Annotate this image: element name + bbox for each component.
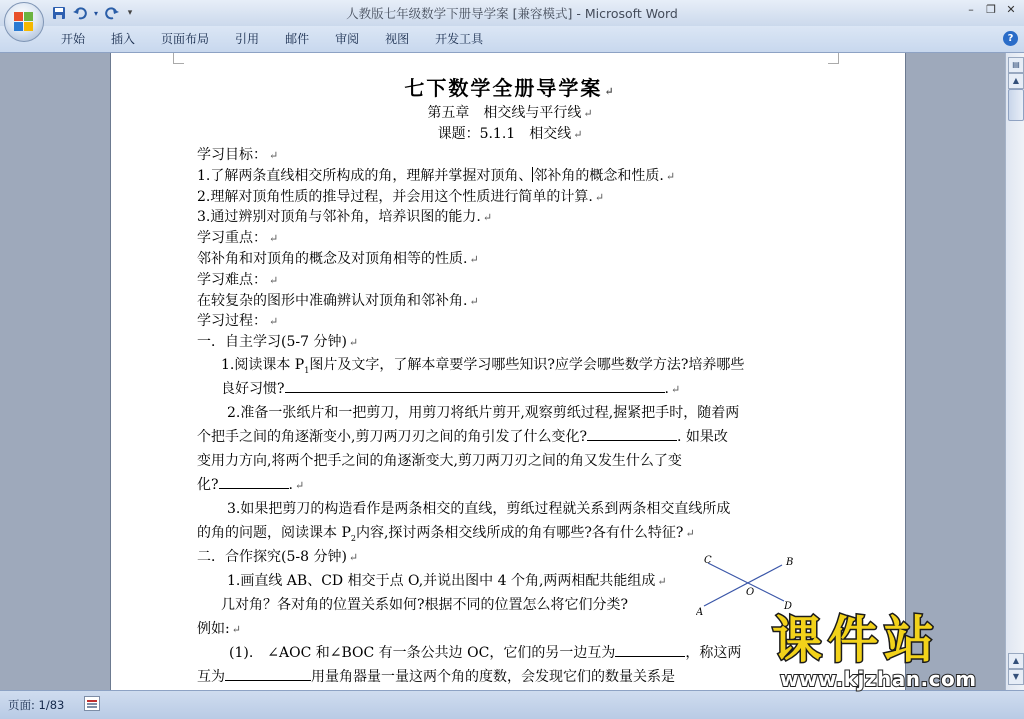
document-workspace (0, 53, 1005, 690)
label-o: O (746, 587, 755, 598)
office-logo-icon (14, 12, 34, 32)
paragraph: 学习目标： ↵ (197, 147, 279, 163)
scroll-down-icon[interactable]: ▼ (1008, 669, 1024, 685)
paragraph: 3.如果把剪刀的构造看作是两条相交的直线，剪纸过程就关系到两条相交直线所成 (227, 500, 731, 517)
tab-insert[interactable]: 插入 (111, 32, 136, 46)
chapter-heading: 第五章 相交线与平行线 ↵ (427, 105, 593, 121)
proofing-icon[interactable] (84, 696, 100, 711)
crop-mark (173, 53, 184, 64)
site-watermark (770, 612, 1004, 692)
paragraph: 3.通过辨别对顶角与邻补角，培养识图的能力. ↵ (197, 209, 493, 226)
watermark-logo-text: 课件站 (772, 611, 940, 669)
help-icon[interactable]: ? (1003, 31, 1018, 46)
label-b: B (786, 557, 794, 568)
paragraph: 变用力方向,将两个把手之间的角逐渐变大,剪刀两刀刃之间的角又发生什么了变 (197, 452, 682, 469)
paragraph: (1). ∠AOC 和∠BOC 有一条公共边 OC，它们的另一边互为 ，称这两 (197, 641, 823, 665)
intersecting-lines-diagram (696, 551, 806, 617)
paragraph: 几对角？各对角的位置关系如何?根据不同的位置怎么将它们分类? (221, 596, 629, 613)
minimize-icon[interactable]: – (968, 3, 974, 16)
paragraph: 例如: ↵ (197, 620, 241, 637)
paragraph: 2.准备一张纸片和一把剪刀，用剪刀将纸片剪开,观察剪纸过程,握紧把手时，随着两 (227, 404, 740, 421)
paragraph: 1.阅读课本 $P_1$图片及文字，了解本章要学习哪些知识?应学会哪些数学方法?培养哪些 (221, 356, 745, 375)
paragraph: 的角的问题，阅读课本 $P_2$内容,探讨两条相交线所成的角有哪些?各有什么特征? ↵ (197, 524, 695, 543)
tab-review[interactable]: 审阅 (335, 32, 360, 46)
section-heading: 二．合作探究(5-8 分钟) ↵ (197, 548, 359, 565)
dropdown-arrow-icon[interactable]: ▾ (93, 8, 98, 18)
tab-view[interactable]: 视图 (385, 32, 410, 46)
customize-toolbar-icon[interactable]: ▾ (127, 8, 133, 18)
tab-mailings[interactable]: 邮件 (285, 32, 310, 46)
tab-developer[interactable]: 开发工具 (435, 32, 484, 46)
tab-home[interactable]: 开始 (61, 32, 86, 46)
title-bar (0, 0, 1024, 26)
vertical-scrollbar[interactable] (1005, 53, 1024, 690)
status-bar (0, 690, 1024, 719)
lesson-heading: 课题：5.1.1 相交线 ↵ (437, 126, 583, 142)
paragraph: 在较复杂的图形中准确辨认对顶角和邻补角. ↵ (197, 292, 479, 309)
ribbon (0, 26, 1024, 53)
paragraph: 邻补角和对顶角的概念及对顶角相等的性质. ↵ (197, 250, 479, 267)
document-title: 七下数学全册导学案 ↵ (404, 76, 616, 100)
previous-page-icon[interactable]: ▲ (1008, 653, 1024, 669)
tab-references[interactable]: 引用 (235, 32, 260, 46)
paragraph: 个把手之间的角逐渐变小,剪刀两刀刃之间的角引发了什么变化? . 如果改 (197, 425, 823, 449)
paragraph: 良好习惯? . ↵ (197, 377, 823, 401)
label-a: A (696, 607, 704, 617)
watermark-url: www.kjzhan.com (780, 667, 977, 691)
ribbon-tabs (48, 26, 496, 52)
ruler-toggle-icon[interactable]: ▤ (1008, 57, 1024, 73)
scroll-thumb[interactable] (1008, 89, 1024, 121)
paragraph: 学习过程： ↵ (197, 313, 279, 330)
line-ab (704, 565, 782, 606)
document-page[interactable] (110, 53, 906, 690)
close-icon[interactable]: ✕ (1006, 3, 1016, 16)
tab-page-layout[interactable]: 页面布局 (161, 32, 210, 46)
section-heading: 一．自主学习(5-7 分钟) ↵ (197, 334, 359, 351)
office-button[interactable] (4, 2, 44, 42)
crop-mark (828, 53, 839, 64)
label-c: C (704, 555, 712, 566)
window-title: 人教版七年级数学下册导学案 [兼容模式] - Microsoft Word (346, 6, 678, 21)
paragraph: 学习难点： ↵ (197, 271, 279, 288)
window-controls (962, 2, 1020, 18)
paragraph: 化? . ↵ (197, 473, 823, 497)
page-count[interactable]: 页面: 1/83 (8, 698, 65, 712)
label-d: D (784, 601, 793, 612)
scroll-up-icon[interactable]: ▲ (1008, 73, 1024, 89)
paragraph: 学习重点： ↵ (197, 230, 279, 247)
paragraph: 1.了解两条直线相交所构成的角，理解并掌握对顶角、邻补角的概念和性质. ↵ (197, 167, 676, 184)
paragraph: 1.画直线 AB、CD 相交于点 O,并说出图中 4 个角,两两相配共能组成 ↵ (227, 572, 667, 589)
paragraph: 2.理解对顶角性质的推导过程，并会用这个性质进行简单的计算. ↵ (197, 188, 605, 205)
paragraph: 互为 用量角器量一量这两个角的度数，会发现它们的数量关系是 (197, 665, 823, 689)
restore-icon[interactable]: ❐ (986, 3, 996, 16)
